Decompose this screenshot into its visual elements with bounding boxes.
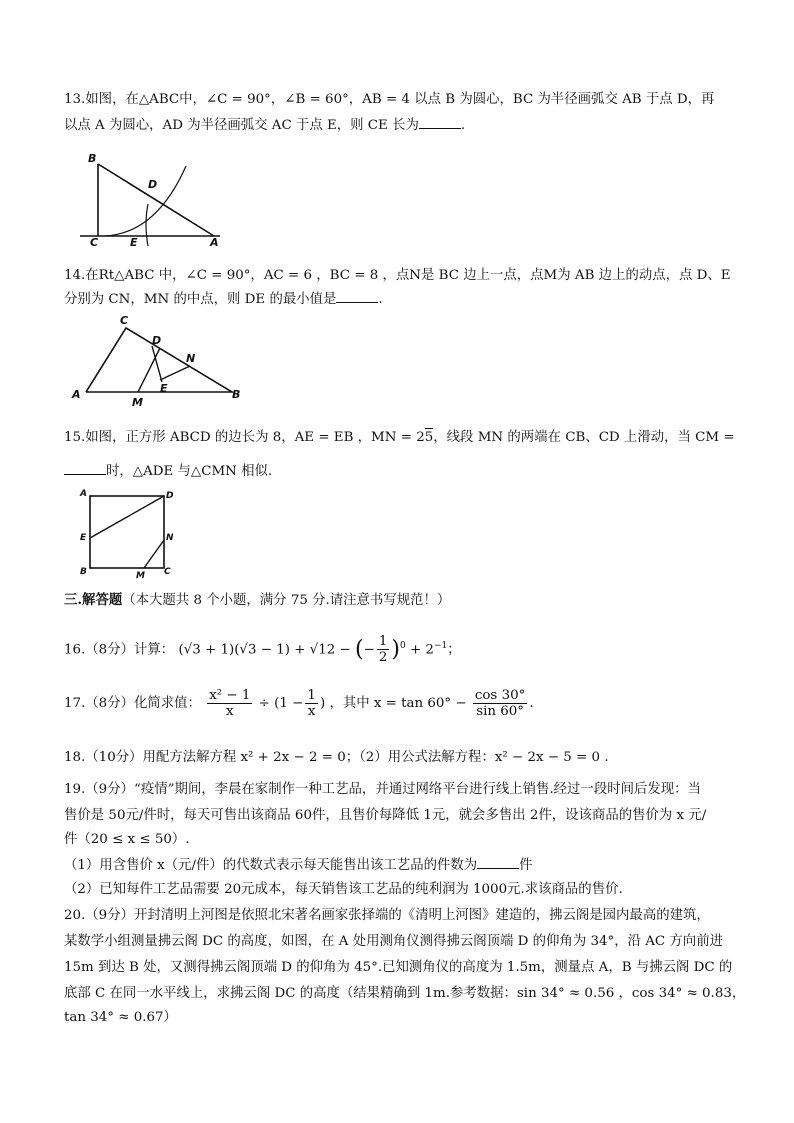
section-3-title: 三.解答题	[64, 592, 123, 608]
q19-sub-2: （2）已知每件工艺品需要 20元成本，每天销售该工艺品的纯利润为 1000元.求该商品的售价.	[64, 882, 623, 897]
q19-sub-1-text: （1）用含售价 x（元/件）的代数式表示每天能售出该工艺品的件数为	[64, 858, 478, 873]
q13-figure	[78, 152, 228, 248]
q15-line-2-text: 时，△ADE 与△CMN 相似.	[106, 464, 273, 479]
q13-line-2-end: .	[460, 118, 466, 133]
q16-suffix: ；	[447, 642, 461, 658]
fig13-label-b: B	[88, 152, 97, 165]
q15-line-1	[64, 428, 744, 448]
q14-line-2	[64, 290, 744, 310]
q17-f2-num: 1	[307, 688, 316, 703]
answer-blank	[419, 116, 461, 129]
q16-line	[64, 628, 744, 664]
q17-f1-num: x² − 1	[209, 688, 251, 703]
q17-mid: ，其中 x = tan 60° −	[329, 696, 467, 711]
q20-line-3: 15m 到达 B 处，又测得拂云阁顶端 D 的仰角为 45°.已知测角仪的高度为 1.5m，测量点 A，B 与拂云阁 DC 的	[64, 960, 733, 975]
q16-expr-a: (√3 + 1)(√3 − 1) + √12 −	[178, 642, 351, 658]
q20-line-4: 底部 C 在同一水平线上，求拂云阁 DC 的高度（结果精确到 1m.参考数据：sin 34° ≈ 0.56 ，cos 34° ≈ 0.83，	[64, 986, 746, 1001]
q13-line-1: 13.如图，在△ABC中，∠C = 90°，∠B = 60°，AB = 4 以点 B 为圆心，BC 为半径画弧交 AB 于点 D，再	[64, 92, 715, 107]
fig14-label-e: E	[160, 382, 168, 395]
q17-f3-den: sin 60°	[476, 704, 524, 719]
fig14-label-a: A	[72, 388, 81, 401]
q14-line-1: 14.在Rt△ABC 中，∠C = 90°，AC = 6 ，BC = 8 ，点N是 BC 边上一点，点M为 AB 边上的动点，点 D、E	[64, 268, 731, 283]
fig13-label-e: E	[130, 236, 138, 249]
q19-line-2: 售价是 50元/件时，每天可售出该商品 60件，且售价每降低 1元，就会多售出 2件，设该商品的售价为 x 元/	[64, 808, 707, 823]
q13-line-2	[64, 116, 744, 136]
q16-exp-neg: −1	[433, 641, 448, 651]
q16-exp-zero: 0	[399, 641, 406, 651]
q15-line-1-text-b: ，线段 MN 的两端在 CB、CD 上滑动，当 CM =	[433, 430, 735, 445]
section-3-heading	[64, 590, 744, 611]
fig13-label-c: C	[90, 236, 99, 249]
answer-blank	[64, 462, 106, 475]
q14-line-2-text: 分别为 CN，MN 的中点，则 DE 的最小值是	[64, 292, 337, 307]
q16-frac-num: 1	[378, 634, 388, 650]
q15-line-2	[64, 462, 744, 482]
fig15-label-m: M	[136, 571, 145, 581]
q15-line-1-text-a: 15.如图，正方形 ABCD 的边长为 8，AE = EB ，MN = 2	[64, 430, 425, 445]
q17-paren-b: )	[319, 696, 326, 711]
q17-fraction-2	[305, 688, 318, 719]
q16-expr-b: + 2	[409, 642, 434, 658]
fig13-label-a: A	[210, 236, 219, 249]
q18-line: 18.（10分）用配方法解方程 x² + 2x − 2 = 0；（2）用公式法解方程：x² − 2x − 5 = 0 .	[64, 750, 609, 765]
q16-paren-open: (	[355, 636, 364, 662]
fig15-label-b: B	[80, 567, 87, 577]
q19-sub-1-unit: 件	[519, 858, 533, 873]
fig14-label-d: D	[152, 334, 162, 347]
q19-sub-1	[64, 856, 744, 876]
q20-line-1: 20.（9分）开封清明上河图是依照北宋著名画家张择端的《清明上河图》建造的，拂云阁是园内最高的建筑，	[64, 908, 710, 923]
fig14-label-m: M	[132, 396, 143, 409]
q15-figure	[78, 488, 188, 580]
q17-line	[64, 684, 744, 724]
q17-end: .	[529, 696, 534, 711]
q20-line-2: 某数学小组测量拂云阁 DC 的高度，如图，在 A 处用测角仪测得拂云阁顶端 D 的仰角为 34°，沿 AC 方向前进	[64, 934, 723, 949]
fig15-label-c: C	[164, 567, 171, 577]
q13-line-2-text: 以点 A 为圆心，AD 为半径画弧交 AC 于点 E，则 CE 长为	[64, 118, 419, 133]
fig14-label-b: B	[232, 388, 241, 401]
q16-fraction	[377, 634, 390, 665]
answer-blank	[336, 290, 378, 303]
q17-paren-a: (1 −	[274, 696, 304, 711]
q16-paren-close: )	[391, 636, 400, 662]
q16-prefix: 16.（8分）计算：	[64, 642, 175, 658]
q15-sqrt: 5	[424, 430, 434, 445]
q17-f3-num: cos 30°	[474, 688, 526, 703]
q17-fraction-3	[473, 688, 527, 719]
fig14-label-c: C	[120, 314, 129, 327]
q19-line-3: 件（20 ≤ x ≤ 50）.	[64, 832, 190, 847]
q19-line-1: 19.（9分）“疫情”期间，李晨在家制作一种工艺品，并通过网络平台进行线上销售.经过一段时间后发现：当	[64, 782, 701, 797]
fig15-label-d: D	[166, 491, 174, 501]
q16-minus: −	[363, 642, 375, 658]
q16-frac-den: 2	[378, 650, 388, 666]
fig15-label-a: A	[80, 489, 87, 499]
fig13-label-d: D	[148, 178, 158, 191]
q17-f2-den: x	[307, 704, 316, 719]
section-3-note: （本大题共 8 个小题，满分 75 分.请注意书写规范！）	[122, 593, 451, 608]
q14-figure	[72, 316, 247, 408]
q17-fraction-1	[207, 688, 252, 719]
fig15-label-e: E	[80, 533, 87, 543]
q17-div: ÷	[258, 696, 270, 711]
answer-blank	[477, 856, 519, 869]
q14-line-2-end: .	[378, 292, 383, 307]
q17-f1-den: x	[226, 704, 234, 719]
fig14-label-n: N	[186, 352, 196, 365]
q20-line-5: tan 34° ≈ 0.67）	[64, 1010, 177, 1025]
q17-prefix: 17.（8分）化简求值：	[64, 696, 201, 711]
fig15-label-n: N	[166, 533, 174, 543]
